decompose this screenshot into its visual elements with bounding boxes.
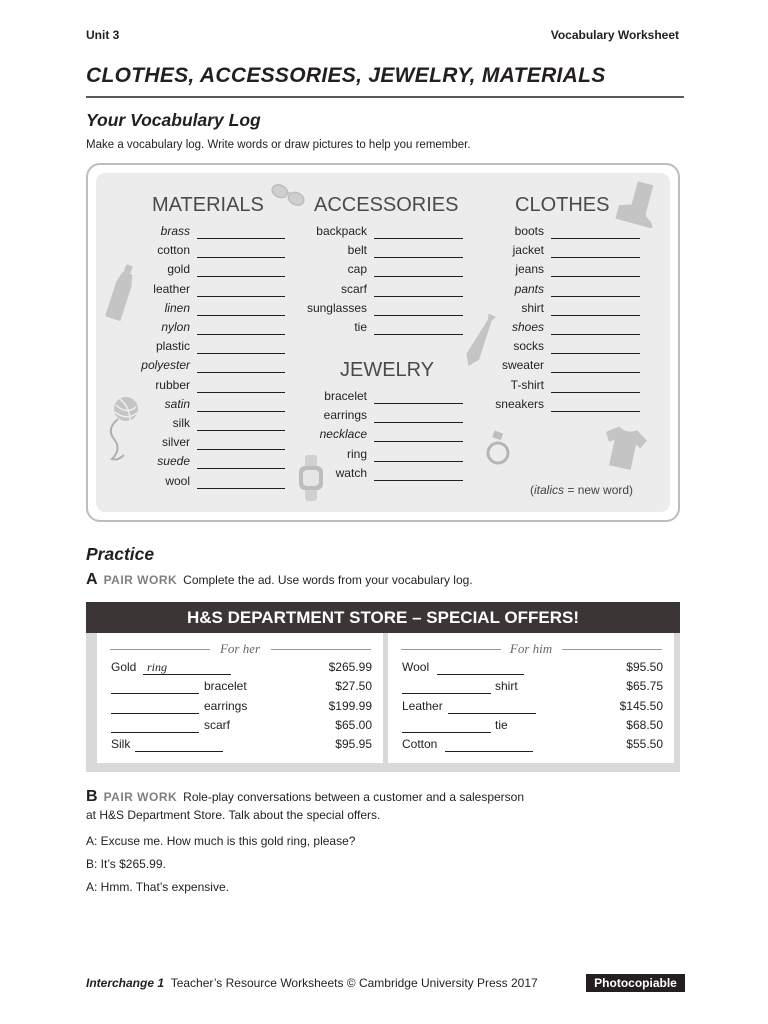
- accessories-word: tie: [354, 320, 367, 334]
- clothes-word-row: [424, 282, 544, 301]
- ad-offer-row: [388, 660, 674, 679]
- footer-text: Teacher’s Resource Worksheets © Cambridge University Press 2017: [170, 976, 538, 990]
- clothes-word-row: [424, 224, 544, 243]
- task-b-text-line1: Role-play conversations between a customer and a salesperson: [183, 790, 525, 804]
- offer-item-label: earrings: [204, 698, 248, 713]
- materials-heading: MATERIALS: [152, 194, 264, 216]
- for-her-panel: [97, 633, 383, 763]
- ad-banner: H&S DEPARTMENT STORE – SPECIAL OFFERS!: [86, 602, 680, 633]
- materials-word: leather: [153, 281, 190, 296]
- clothes-write-line[interactable]: [551, 276, 640, 277]
- materials-word-row: [70, 474, 190, 493]
- yarn-ball-icon: [104, 395, 144, 465]
- ad-offer-row: [388, 737, 674, 756]
- clothes-word: jeans: [515, 262, 544, 277]
- ad-offer-row: [97, 699, 383, 718]
- ad-offer-row: [97, 718, 383, 737]
- jewelry-word: necklace: [319, 427, 367, 442]
- page-title: CLOTHES, ACCESSORIES, JEWELRY, MATERIALS: [86, 64, 606, 87]
- accessories-word: belt: [347, 243, 367, 258]
- ad-offer-row: [388, 699, 674, 718]
- vocabulary-log-heading: Your Vocabulary Log: [86, 110, 261, 130]
- accessories-word-row: [247, 320, 367, 339]
- materials-write-line[interactable]: [197, 488, 285, 489]
- dialog-line-2: B: It’s $265.99.: [86, 857, 166, 871]
- offer-price: $65.75: [626, 679, 663, 694]
- offer-item-label: Leather: [402, 698, 443, 713]
- jewelry-word-row: [247, 389, 367, 408]
- jewelry-word-row: [247, 408, 367, 427]
- materials-word: linen: [164, 300, 190, 315]
- sunglasses-icon: [268, 180, 308, 210]
- clothes-word-row: [424, 397, 544, 416]
- task-a-text: Complete the ad. Use words from your vocabulary log.: [183, 573, 473, 587]
- accessories-word: sunglasses: [306, 300, 367, 315]
- materials-write-line[interactable]: [197, 353, 285, 354]
- materials-word: rubber: [155, 377, 190, 392]
- offer-price: $55.50: [626, 737, 663, 752]
- offer-price: $68.50: [626, 717, 663, 732]
- jewelry-word: bracelet: [324, 389, 367, 403]
- clothes-write-line[interactable]: [551, 411, 640, 412]
- jewelry-word: watch: [335, 465, 367, 480]
- materials-word-row: [70, 339, 190, 358]
- clothes-write-line[interactable]: [551, 334, 640, 335]
- materials-word-row: [70, 224, 190, 243]
- offer-blank-line[interactable]: [448, 713, 536, 714]
- ad-offer-row: [388, 679, 674, 698]
- for-him-panel: [388, 633, 674, 763]
- offer-item-label: Silk: [111, 737, 131, 752]
- clothes-write-line[interactable]: [551, 372, 640, 373]
- materials-write-line[interactable]: [197, 372, 285, 373]
- task-a-label: PAIR WORK: [103, 573, 178, 587]
- offer-item-label: Cotton: [402, 737, 438, 752]
- jewelry-write-line[interactable]: [374, 461, 463, 462]
- task-a: [86, 571, 473, 589]
- practice-heading: Practice: [86, 544, 155, 564]
- accessories-word-row: [247, 262, 367, 281]
- new-word-note: (italics = new word): [530, 483, 634, 497]
- materials-word: satin: [164, 396, 190, 411]
- accessories-word: backpack: [316, 224, 367, 238]
- clothes-word-row: [424, 378, 544, 397]
- materials-word: silver: [161, 435, 190, 450]
- boot-icon: [614, 180, 662, 228]
- accessories-word-row: [247, 243, 367, 262]
- materials-word-row: [70, 378, 190, 397]
- jewelry-write-line[interactable]: [374, 480, 463, 481]
- materials-word: silk: [172, 416, 190, 430]
- dialog-line-1: A: Excuse me. How much is this gold ring, please?: [86, 834, 356, 848]
- clothes-write-line[interactable]: [551, 238, 640, 239]
- offer-item-label: tie: [495, 717, 508, 732]
- materials-word-row: [70, 243, 190, 262]
- ad-offer-row: [97, 660, 383, 679]
- jewelry-write-line[interactable]: [374, 422, 463, 423]
- offer-blank-line[interactable]: [111, 693, 199, 694]
- for-him-title: For him: [509, 641, 553, 656]
- clothes-heading: CLOTHES: [515, 194, 610, 216]
- offer-item-label: scarf: [204, 717, 231, 732]
- accessories-heading: ACCESSORIES: [314, 194, 459, 216]
- task-b-text-line2: at H&S Department Store. Talk about the special offers.: [86, 808, 381, 822]
- clothes-write-line[interactable]: [551, 257, 640, 258]
- clothes-write-line[interactable]: [551, 353, 640, 354]
- offer-blank-line[interactable]: [402, 732, 491, 733]
- for-her-title: For her: [219, 641, 261, 656]
- clothes-word: boots: [514, 224, 544, 238]
- clothes-write-line[interactable]: [551, 296, 640, 297]
- offer-price: $199.99: [328, 698, 372, 713]
- clothes-word: shoes: [511, 320, 544, 334]
- task-b-label: PAIR WORK: [103, 790, 178, 804]
- clothes-word: shirt: [521, 300, 544, 315]
- vocabulary-log-instructions: Make a vocabulary log. Write words or draw pictures to help you remember.: [86, 139, 471, 151]
- materials-word: brass: [160, 224, 190, 238]
- jewelry-word: ring: [346, 446, 367, 461]
- header-worksheet-type: Vocabulary Worksheet: [550, 28, 679, 42]
- ad-offer-row: [388, 718, 674, 737]
- ad-offer-row: [97, 679, 383, 698]
- task-b: [86, 788, 524, 806]
- offer-item-label: Gold: [111, 660, 137, 674]
- task-b-letter: B: [86, 788, 98, 805]
- bottle-icon: [104, 262, 138, 324]
- clothes-word: jacket: [512, 243, 544, 258]
- watch-icon: [296, 455, 326, 501]
- offer-blank-line[interactable]: [437, 674, 524, 675]
- clothes-word-row: [424, 262, 544, 281]
- ring-icon: [483, 430, 513, 468]
- special-offers-ad: [86, 602, 680, 772]
- offer-price: $145.50: [619, 698, 663, 713]
- dialog-line-3: A: Hmm. That’s expensive.: [86, 880, 229, 894]
- photocopiable-badge: Photocopiable: [586, 974, 685, 992]
- jewelry-word: earrings: [323, 408, 367, 423]
- for-him-rule-right: [562, 649, 662, 650]
- materials-word-row: [70, 358, 190, 377]
- clothes-word: sneakers: [495, 396, 544, 411]
- header-unit: Unit 3: [86, 28, 120, 42]
- materials-word: plastic: [155, 339, 190, 354]
- offer-blank-line[interactable]: [135, 751, 223, 752]
- offer-blank-line[interactable]: [111, 732, 199, 733]
- clothes-word-row: [424, 243, 544, 262]
- jewelry-write-line[interactable]: [374, 441, 463, 442]
- offer-item-label: Wool: [402, 660, 430, 674]
- offer-blank-line[interactable]: [111, 713, 199, 714]
- task-a-letter: A: [86, 571, 98, 588]
- offer-price: $65.00: [335, 717, 372, 732]
- ad-offer-row: [97, 737, 383, 756]
- clothes-word: T-shirt: [510, 377, 544, 392]
- materials-word: polyester: [141, 358, 190, 373]
- materials-word: nylon: [161, 320, 190, 334]
- offer-price: $95.95: [335, 737, 372, 752]
- offer-price: $265.99: [328, 660, 372, 674]
- offer-item-label: bracelet: [204, 679, 247, 694]
- materials-word: cotton: [157, 243, 190, 258]
- accessories-word-row: [247, 301, 367, 320]
- clothes-write-line[interactable]: [551, 315, 640, 316]
- offer-item-label: shirt: [495, 679, 518, 694]
- accessories-word-row: [247, 282, 367, 301]
- materials-word: wool: [165, 473, 190, 488]
- offer-blank-line[interactable]: [402, 693, 491, 694]
- clothes-word: pants: [514, 281, 544, 296]
- footer-credit: [86, 976, 538, 990]
- jewelry-heading: JEWELRY: [340, 359, 435, 381]
- for-her-rule-right: [271, 649, 371, 650]
- offer-price: $27.50: [335, 679, 372, 694]
- footer-book: Interchange 1: [86, 976, 165, 990]
- materials-word: suede: [157, 454, 190, 469]
- accessories-word: cap: [347, 262, 367, 277]
- tshirt-icon: [601, 424, 647, 472]
- offer-blank-line[interactable]: [445, 751, 533, 752]
- materials-word: gold: [167, 262, 190, 277]
- accessories-word: scarf: [340, 281, 367, 296]
- title-rule: [86, 96, 684, 98]
- offer-price: $95.50: [626, 660, 663, 674]
- offer-filled-answer: ring: [147, 660, 168, 674]
- tie-icon: [462, 310, 496, 372]
- clothes-word: sweater: [501, 358, 544, 373]
- clothes-write-line[interactable]: [551, 392, 640, 393]
- accessories-word-row: [247, 224, 367, 243]
- clothes-word: socks: [513, 339, 544, 354]
- jewelry-word-row: [247, 427, 367, 446]
